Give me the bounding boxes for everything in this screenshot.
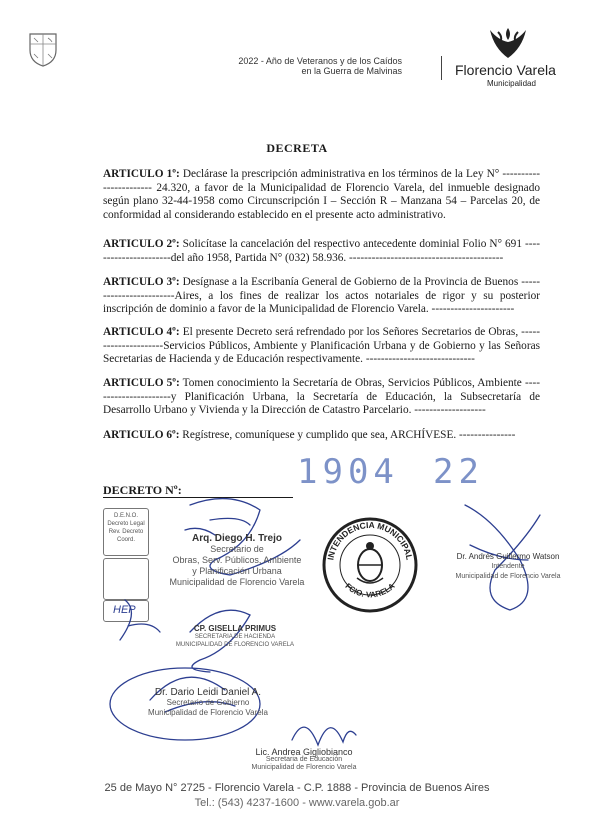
decree-number-stamp: 1904 xyxy=(297,452,399,492)
signature-trejo-name: Arq. Diego H. Trejo xyxy=(191,533,282,544)
signature-leidi-line-2: Municipalidad de Florencio Varela xyxy=(148,708,268,717)
initials-text: HEP xyxy=(113,604,136,616)
control-stamp-line-1: D.E.N.O. xyxy=(113,513,138,519)
article-5-text: Tomen conocimiento la Secretaría de Obras, Servicios Públicos, Ambiente ----------------------y Planificación Urbana, la Secretaría de Educación, la Subsecretaría de Desarrollo Urbano y Vivienda y la Dirección de Catastro Parcelario. ------------------- xyxy=(103,377,540,417)
article-6-label: ARTICULO 6º: xyxy=(103,429,180,441)
brand-name: Florencio Varela xyxy=(455,62,556,78)
signature-primus-line-1: SECRETARIA DE HACIENDA xyxy=(194,634,276,640)
article-6-text: Regístrese, comuníquese y cumplido que sea, ARCHÍVESE. --------------- xyxy=(182,429,516,441)
signature-block-trejo xyxy=(157,533,317,588)
signature-trejo-line-3: y Planificación Urbana xyxy=(192,566,282,576)
signature-primus-name: CP. GISELLA PRIMUS xyxy=(193,624,277,633)
signature-primus-line-2: MUNICIPALIDAD DE FLORENCIO VARELA xyxy=(175,642,295,648)
signature-gigliobianco-line-1: Secretaria de Educación xyxy=(265,756,343,763)
article-4-text: El presente Decreto será refrendado por los Señores Secretarios de Obras, ---------------------Servicios Públicos, Ambiente y Planificación Urbana y de Gobierno y las Señoras Secretarias de Hacienda y de Educación respectivamente. ----------------------------- xyxy=(103,326,540,366)
footer-contact: Tel.: (543) 4237-1600 - www.varela.gob.ar xyxy=(194,797,400,809)
signature-trejo-line-1: Secretario de xyxy=(210,544,264,554)
page-title: DECRETA xyxy=(266,141,328,155)
signature-trejo-line-4: Municipalidad de Florencio Varela xyxy=(169,577,305,587)
decree-number-label: DECRETO Nº: xyxy=(103,483,182,497)
signature-gigliobianco-line-2: Municipalidad de Florencio Varela xyxy=(251,764,357,771)
control-stamp-line-2: Decreto Legal xyxy=(107,521,145,527)
signature-trejo-line-2: Obras, Serv. Públicos, Ambiente xyxy=(172,555,302,565)
signature-block-leidi xyxy=(143,688,273,718)
seal-text-top: INTENDENCIA MUNICIPAL xyxy=(325,519,415,561)
signature-watson-line-2: Municipalidad de Florencio Varela xyxy=(455,573,561,580)
article-5-label: ARTICULO 5º: xyxy=(103,377,180,389)
article-3-label: ARTICULO 3º: xyxy=(103,276,180,288)
official-seal-icon xyxy=(321,516,419,614)
signature-watson-line-1: Intendente xyxy=(491,563,525,570)
motto-line-1: 2022 - Año de Veteranos y de los Caídos xyxy=(238,56,402,66)
footer-address: 25 de Mayo N° 2725 - Florencio Varela - C.P. 1888 - Provincia de Buenos Aires xyxy=(104,782,490,794)
article-1-label: ARTICULO 1º: xyxy=(103,168,180,180)
signature-block-primus xyxy=(170,625,300,649)
article-1-text: Declárase la prescripción administrativa en los términos de la Ley N° ----------------------- 24.320, a favor de la Municipalidad de Florencio Varela, del inmueble designado según plano 32-44-1958 como Circunscripción I – Sección R – Manzana 54 – Parcelas 20, de conformidad al considerando establecido en el presente acto administrativo. xyxy=(103,168,540,221)
seal-text-bottom: FCIO. VARELA xyxy=(343,581,397,600)
signature-gigliobianco-name: Lic. Andrea Gigliobianco xyxy=(255,747,353,757)
decree-year-stamp: 22 xyxy=(433,452,484,492)
control-stamp-line-4: Coord. xyxy=(116,537,135,543)
article-3-text: Desígnase a la Escribanía General de Gobierno de la Provincia de Buenos ------------------------Aires, a los fines de realizar los actos notariales de rigor y su posterior inscripción de dominio a favor de la Municipalidad de Florencio Varela. ---------------------- xyxy=(103,276,541,316)
control-stamp-line-3: Rev. Decreto xyxy=(108,529,144,535)
brand-subtitle: Municipalidad xyxy=(487,79,536,88)
signature-block-watson xyxy=(448,552,568,582)
article-2-text: Solicítase la cancelación del respectivo antecedente dominial Folio N° 691 ----------------------del año 1958, Partida N° (032) 58.936. ----------------------------------------- xyxy=(103,238,540,264)
signature-leidi-line-1: Secretario de Gobierno xyxy=(166,698,250,707)
signature-block-gigliobianco xyxy=(240,748,368,772)
article-4-label: ARTICULO 4º: xyxy=(103,326,180,338)
motto-line-2: en la Guerra de Malvinas xyxy=(301,66,402,76)
article-2-label: ARTICULO 2º: xyxy=(103,238,180,250)
signature-leidi-name: Dr. Dario Leidi Daniel A. xyxy=(154,687,262,698)
signature-watson-name: Dr. Andrés Guillermo Watson xyxy=(456,552,560,561)
